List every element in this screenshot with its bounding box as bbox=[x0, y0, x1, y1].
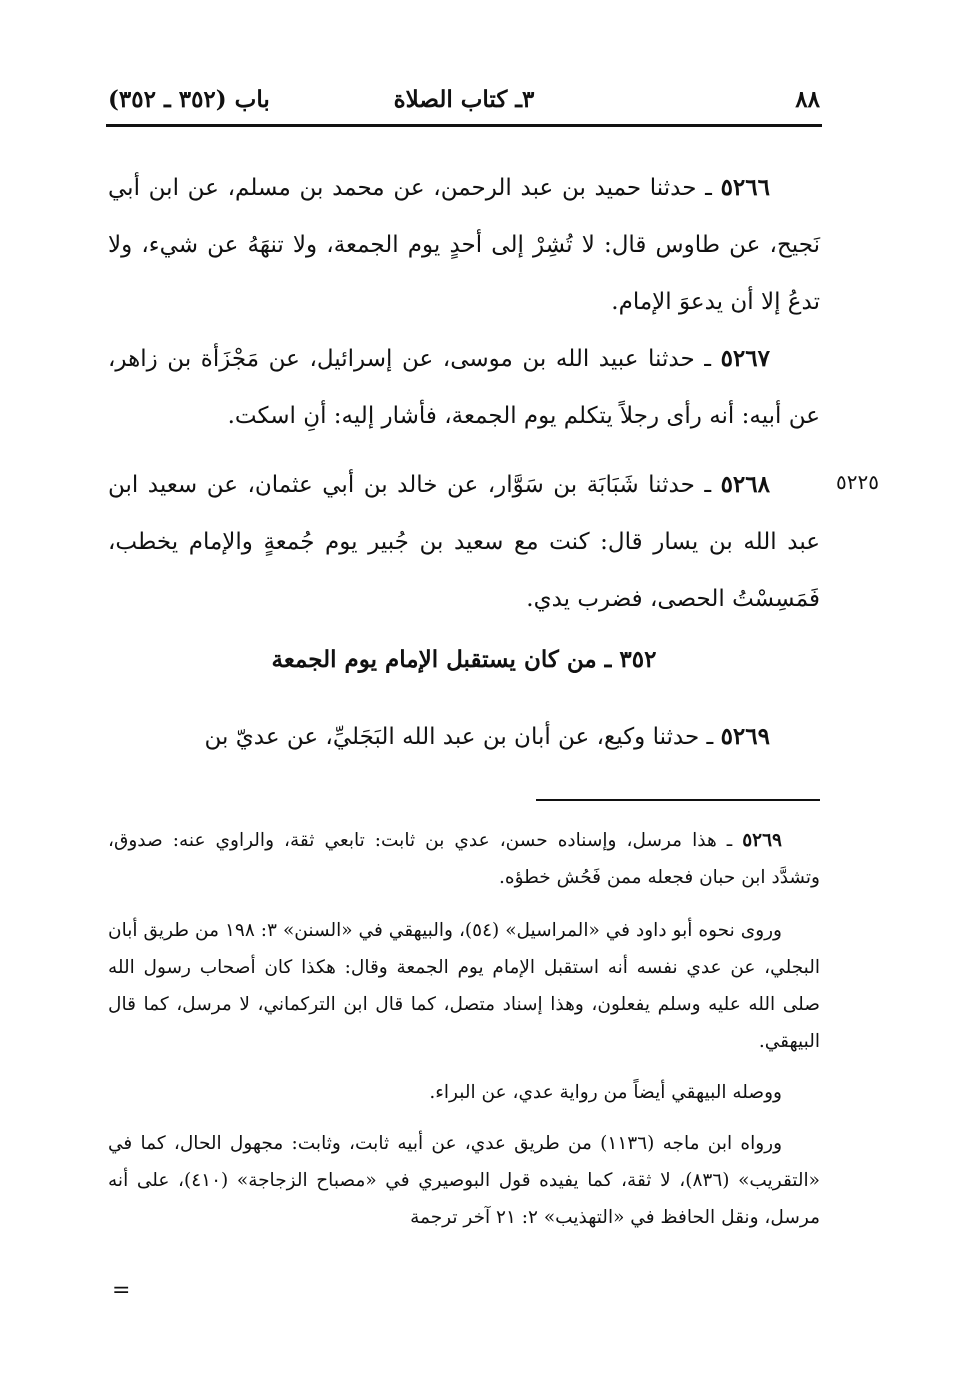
hadith-block-4 bbox=[108, 708, 820, 766]
section-title: ٣٥٢ ـ من كان يستقبل الإمام يوم الجمعة bbox=[271, 646, 657, 673]
hadith-text: ـ حدثنا حميد بن عبد الرحمن، عن محمد بن مسلم، عن ابن أبي نَجيح، عن طاوس قال: لا تُشِرْ إلى أحدٍ يوم الجمعة، ولا تنهَهُ عن شيء، ولا تدعُ إلا أن يدعوَ الإمام. bbox=[108, 175, 820, 315]
running-header bbox=[108, 82, 820, 122]
hadith-number: ٥٢٦٩ bbox=[720, 723, 770, 750]
header-rule bbox=[106, 124, 822, 127]
hadith-number: ٥٢٦٨ bbox=[720, 471, 770, 498]
footnote-text: وروى نحوه أبو داود في «المراسيل» (٥٤)، والبيهقي في «السنن» ٣: ١٩٨ من طريق أبان البجلي، عن عدي نفسه أنه استقبل الإمام يوم الجمعة وقال: هكذا كان أصحاب رسول الله صلى الله عليه وسلم يفعلون، وهذا إسناد متصل، كما قال ابن التركماني، لا مرسل، كما قال البيهقي. bbox=[108, 920, 820, 1052]
chapter-range: باب (٣٥٢ ـ ٣٥٢) bbox=[108, 86, 270, 113]
hadith-text: ـ حدثنا عبيد الله بن موسى، عن إسرائيل، عن مَجْزَأة بن زاهر، عن أبيه: أنه رأى رجلاً يتكلم يوم الجمعة، فأشار إليه: أنِ اسكت. bbox=[108, 346, 820, 429]
hadith-5268 bbox=[108, 456, 820, 628]
hadith-block-upper bbox=[108, 159, 820, 331]
hadith-number: ٥٢٦٦ bbox=[720, 174, 770, 201]
book-title: ٣ـ كتاب الصلاة bbox=[393, 86, 535, 113]
footnote-text: ورواه ابن ماجه (١١٣٦) من طريق عدي، عن أبيه ثابت، وثابت: مجهول الحال، كما في «التقريب» (٨٣٦)، لا ثقة، كما يفيده قول البوصيري في «مصباح الزجاجة» (٤١٠)، على أنه مرسل، ونقل الحافظ في «التهذيب» ٢: ٢١ آخر ترجمة bbox=[108, 1133, 820, 1228]
hadith-number: ٥٢٦٧ bbox=[720, 345, 770, 372]
footnote-text: ووصله البيهقي أيضاً من رواية عدي، عن البراء. bbox=[429, 1082, 782, 1103]
footnote bbox=[108, 1125, 820, 1236]
hadith-5267 bbox=[108, 330, 820, 445]
footnote bbox=[108, 912, 820, 1060]
margin-number: ٥٢٢٥ bbox=[836, 470, 879, 494]
hadith-5269 bbox=[108, 708, 820, 766]
footnote bbox=[108, 822, 820, 896]
hadith-text: ـ حدثنا شَبَابَة بن سَوَّار، عن خالد بن أبي عثمان، عن سعيد ابن عبد الله بن يسار قال: كنت مع سعيد بن جُبير يوم جُمعةٍ والإمام يخطب، فَمَسِسْتُ الحصى، فضرب يدي. bbox=[108, 472, 820, 612]
hadith-block-2 bbox=[108, 330, 820, 445]
hadith-5266 bbox=[108, 159, 820, 331]
footnote-rule bbox=[536, 799, 820, 801]
footnote bbox=[108, 1074, 820, 1111]
hadith-block-3 bbox=[108, 456, 820, 628]
footnotes bbox=[108, 822, 820, 1236]
continuation-mark: = bbox=[112, 1278, 131, 1303]
hadith-text: ـ حدثنا وكيع، عن أبان بن عبد الله البَجَليِّ، عن عديّ بن bbox=[204, 724, 714, 750]
page-number: ٨٨ bbox=[795, 86, 820, 113]
footnote-text: ـ هذا مرسل، وإسناده حسن، عدي بن ثابت: تابعي ثقة، والراوي عنه: صدوق، وتشدَّد ابن حبان فجعله ممن فَحُش خطؤه. bbox=[108, 830, 820, 888]
footnote-number: ٥٢٦٩ bbox=[742, 830, 782, 851]
